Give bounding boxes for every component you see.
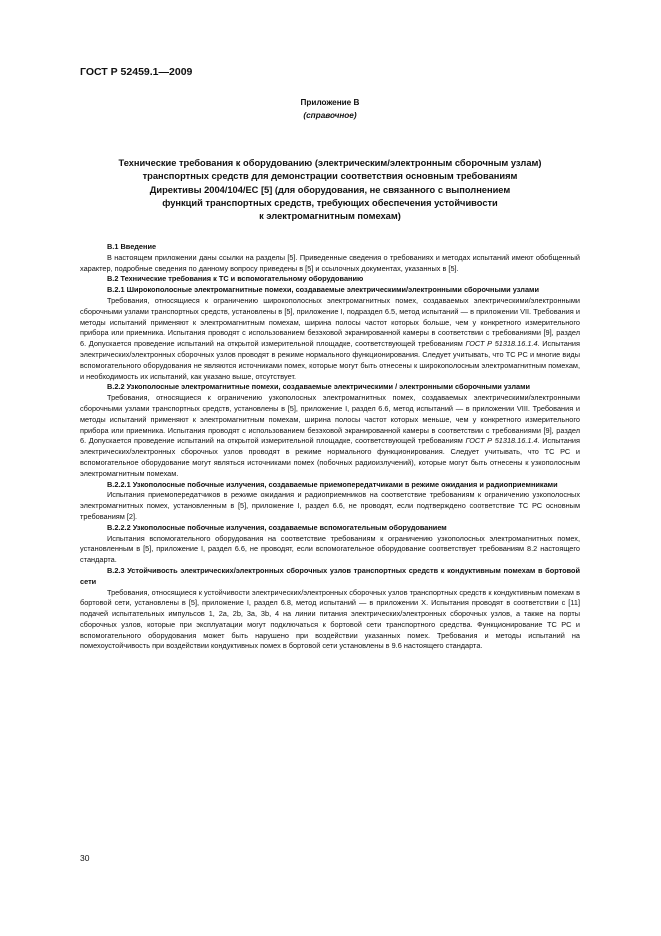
section-heading-b21: В.2.1 Широкополосные электромагнитные помехи, создаваемые электрическими/электронными сборочными узлами — [107, 285, 539, 295]
paragraph-b1: В настоящем приложении даны ссылки на разделы [5]. Приведенные сведения о требованиях и методах испытаний имеют обобщенный характер, подробные сведения по данному вопросу приведены в [5] и ссылочных документах, указанных в [5]. — [80, 252, 580, 273]
annex-caption — [80, 96, 580, 122]
paragraph-b23: Требования, относящиеся к устойчивости электрических/электронных сборочных узлов транспортных средств к кондуктивным помехам в бортовой сети, установлены в [5], приложение I, раздел 6.8, метод испытаний — в приложении X. Испытания проводят в соответствии с [11] подачей испытательных импульсов 1, 2a, 2b, 3a, 3b, 4 на линии питания электрических/электронных сборочных узлов, а также на порты сборочных узлов, которые при эксплуатации могут подключаться к бортовой сети транспортного средства. Функционирование ТС РС и вспомогательного оборудования может быть нарушено при воздействии указанных помех. Требования и методы испытаний на помехоустойчивость при воздействии кондуктивных помех в бортовой сети установлены в 9.6 настоящего стандарта. — [80, 587, 580, 651]
section-heading-b22: В.2.2 Узкополосные электромагнитные помехи, создаваемые электрическими / электронными сборочными узлами — [107, 382, 531, 392]
section-heading-b221: В.2.2.1 Узкополосные побочные излучения, создаваемые приемопередатчиками в режиме ожидания и радиоприемниками — [107, 479, 558, 489]
title-line: функций транспортных средств, требующих обеспечения устойчивости — [162, 197, 498, 208]
paragraph-b21-part2: . Испытания электрических/электронных сборочных узлов проводят в режиме нормального функционирования. Следует учитывать, что ТС РС и многие виды вспомогательного оборудования не являются источниками помех, которые могут быть отнесены к широкополосным электромагнитным помехам, и необходимость их испытаний, как указано выше, отсутствует. — [80, 339, 580, 381]
section-heading-b2: В.2 Технические требования к ТС и вспомогательному оборудованию — [107, 274, 364, 284]
standard-reference: ГОСТ Р 51318.16.1.4 — [465, 436, 538, 446]
annex-heading — [80, 157, 580, 223]
paragraph-b221: Испытания приемопередатчиков в режиме ожидания и радиоприемников на соответствие требованиям к ограничению узкополосных электромагнитных помех, установленным в [5], приложение I, раздел 6.6, не проводят, если подтверждено соответствие ТС РС основным требованиям [2]. — [80, 490, 580, 521]
annex-subtitle: (справочное) — [303, 111, 357, 120]
paragraph-b22-part2: . Испытания электрических/электронных сборочных узлов проводят в режиме нормального функционирования. Следует учитывать, что ТС РС и вспомогательное оборудование могут являться источниками помех (побочных радиоизлучений), которые могут быть отнесены к узкополосным электромагнитным помехам. — [80, 436, 580, 478]
paragraph-b22 — [80, 393, 580, 479]
title-line: транспортных средств для демонстрации соответствия основным требованиям — [142, 171, 518, 182]
title-line: Директивы 2004/104/ЕС [5] (для оборудования, не связанного с выполнением — [149, 184, 511, 195]
section-heading-b222: В.2.2.2 Узкополосные побочные излучения, создаваемые вспомогательным оборудованием — [107, 522, 447, 532]
section-heading-b1: В.1 Введение — [107, 242, 157, 251]
paragraph-b22-part1: Требования, относящиеся к ограничению узкополосных электромагнитных помех, создаваемых электрическими/электронными сборочными узлами транспортных средств, установлены в [5], приложение I, раздел 6.6, метод испытаний — в приложении VIII. Требования и методы испытаний применяют к электромагнитным помехам, ширина полосы частот которых меньше, чем у конкретного измерительного прибора или приемника. Испытания проводят с использованием безэховой экранированной камеры в соответствии с требованиями [9], раздел 6. Допускается проведение испытаний на открытой измерительной площадке, соответствующей требованиям — [80, 393, 580, 446]
title-line: Технические требования к оборудованию (электрическим/электронным сборочным узлам) — [118, 158, 542, 168]
page-number: 30 — [80, 853, 90, 863]
document-header: ГОСТ Р 52459.1—2009 — [80, 66, 193, 78]
paragraph-b222: Испытания вспомогательного оборудования на соответствие требованиям к ограничению узкополосных электромагнитных помех, установленным в [5], приложение I, раздел 6.6, не проводят, если вспомогательное оборудование соответствует требованиям 8.2 настоящего стандарта. — [80, 533, 580, 565]
paragraph-b21-part1: Требования, относящиеся к ограничению широкополосных электромагнитных помех, создаваемых электрическими/электронными сборочными узлами транспортных средств, установлены в [5], приложение I, подраздел 6.5, метод испытаний — в приложении VII. Требования и методы испытаний применяют к электромагнитным помехам, ширина полосы частот которых больше, чем у конкретного измерительного прибора или приемника. Испытания проводят с использованием безэховой экранированной камеры в соответствии с требованиями [9], раздел 6. Допускается проведение испытаний на открытой измерительной площадке, соответствующей требованиям — [80, 295, 580, 349]
document-body — [80, 242, 580, 652]
annex-title: Приложение В — [300, 98, 360, 107]
title-line: к электромагнитным помехам) — [259, 211, 401, 222]
section-heading-b23: В.2.3 Устойчивость электрических/электронных сборочных узлов транспортных средств к кондуктивным помехам в бортовой сети — [80, 565, 580, 586]
standard-reference: ГОСТ Р 51318.16.1.4 — [465, 339, 538, 349]
paragraph-b21 — [80, 296, 580, 382]
